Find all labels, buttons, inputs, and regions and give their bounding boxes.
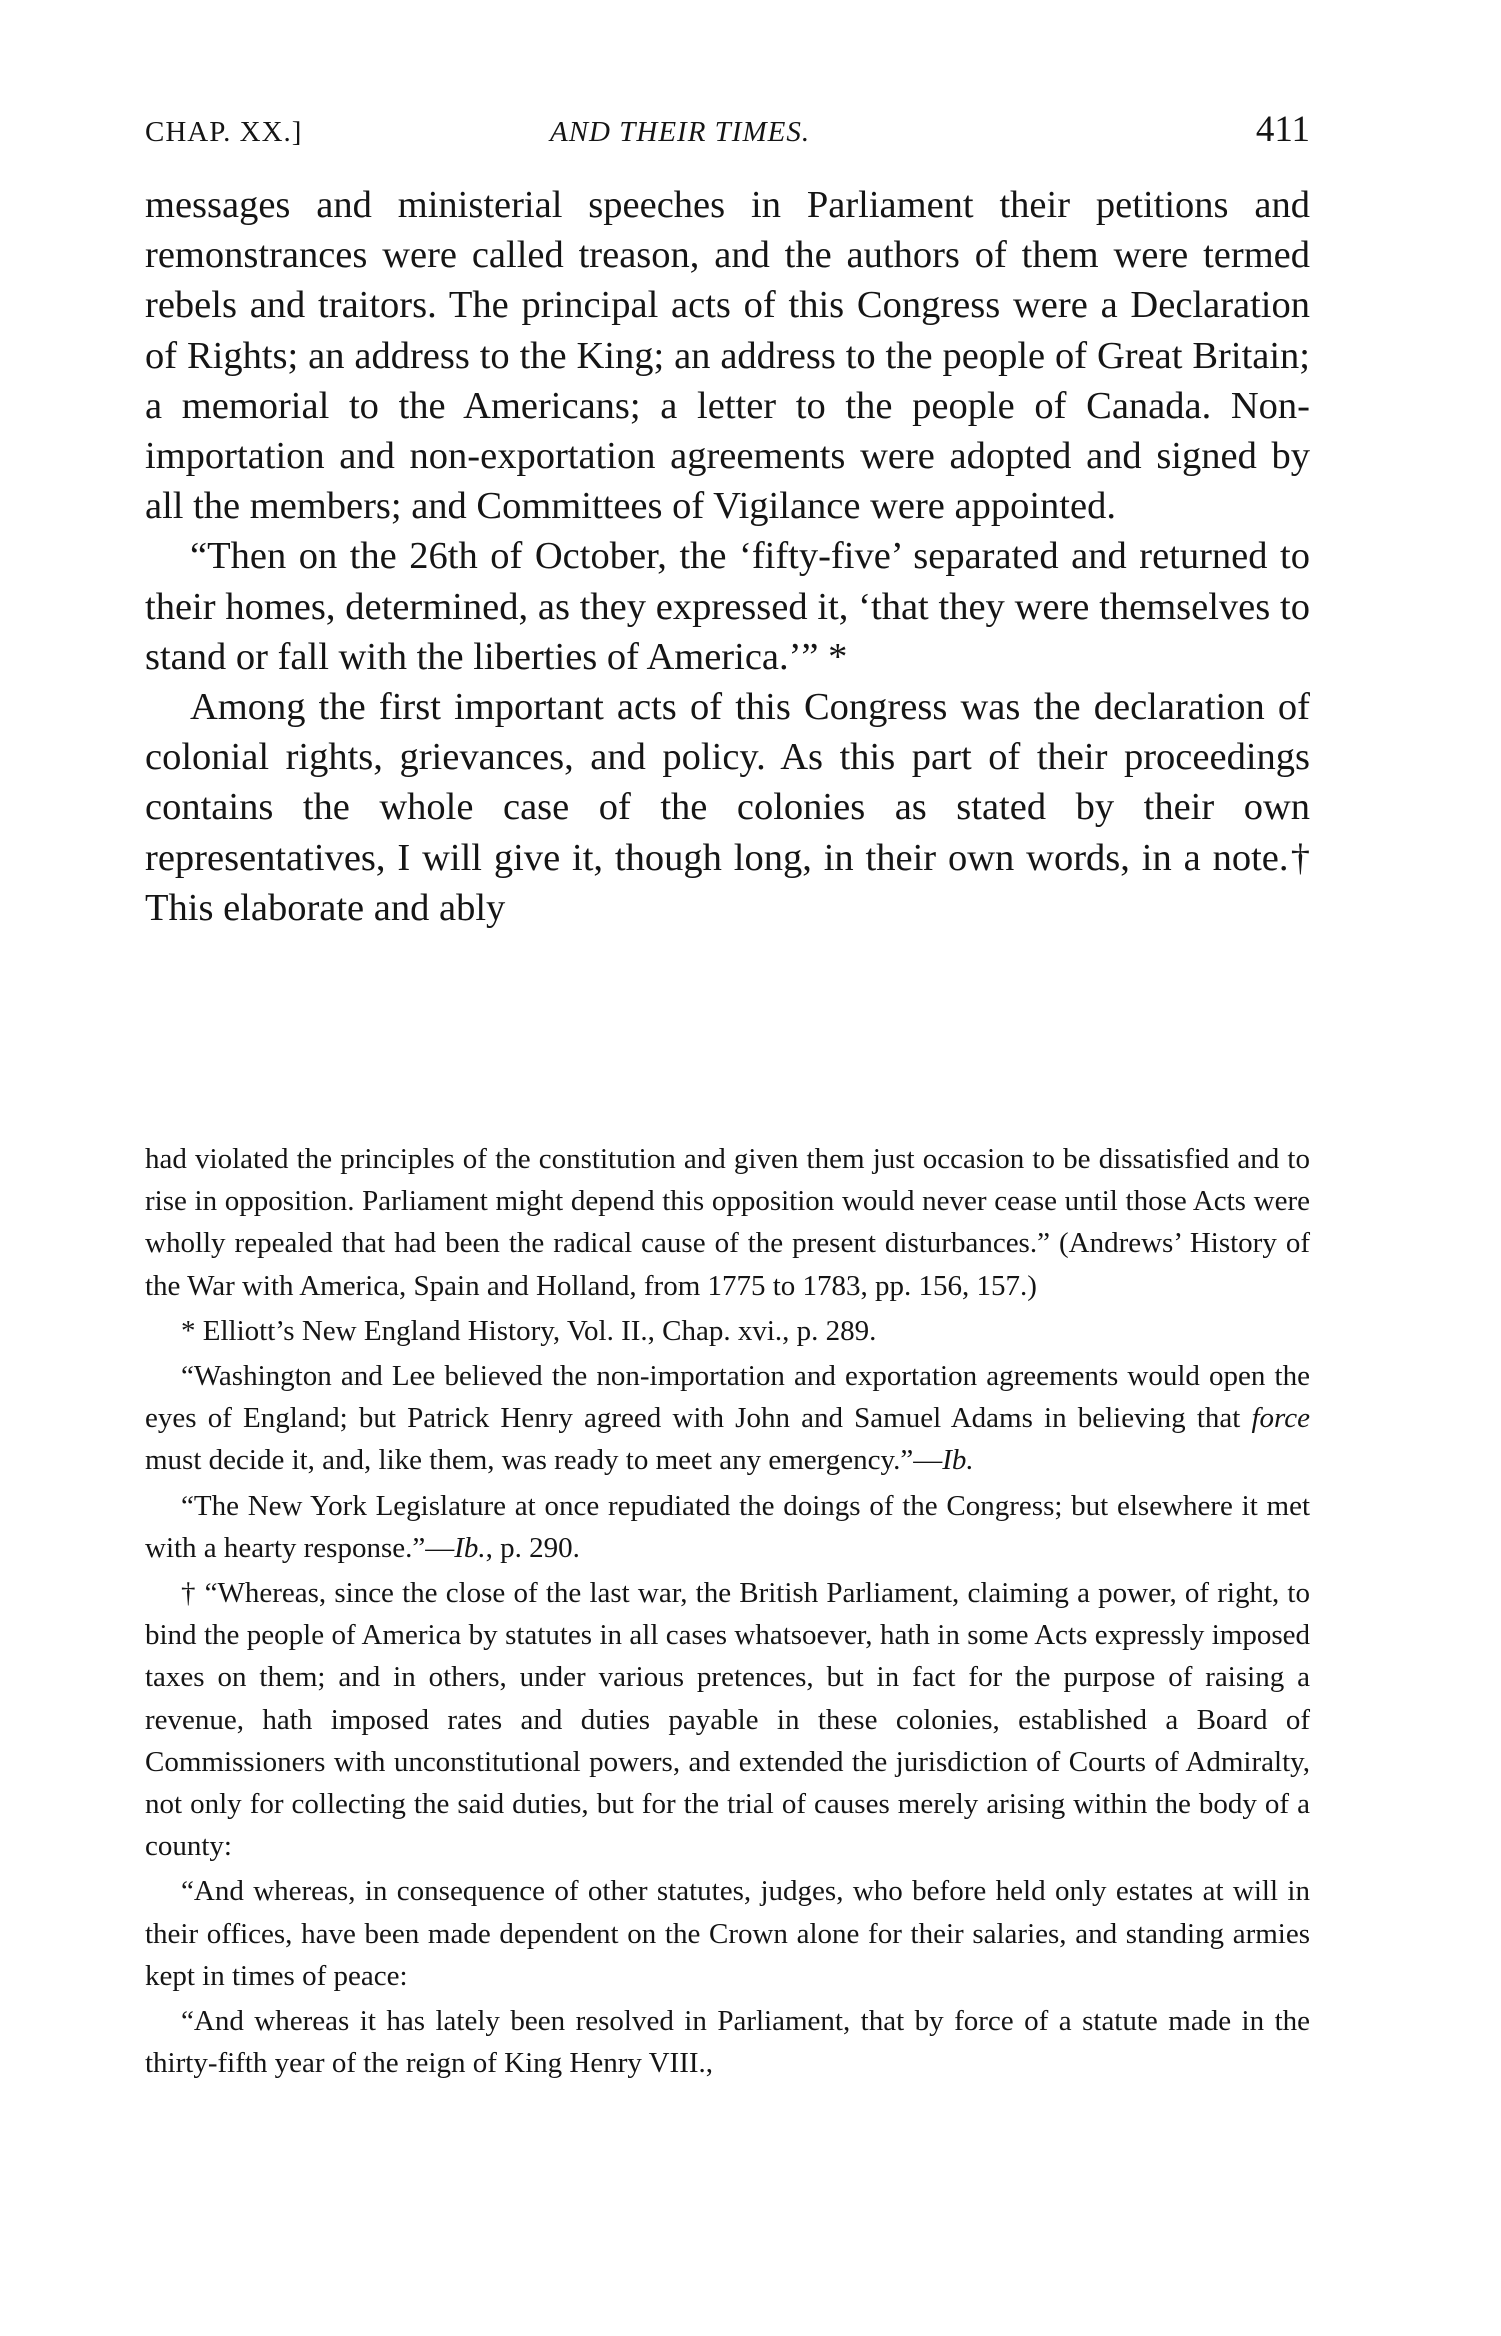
footnote-star: * Elliott’s New England History, Vol. II., Chap. xvi., p. 289.	[181, 1314, 877, 1347]
running-header	[145, 108, 1310, 158]
emphasis-text: force	[1251, 1402, 1311, 1435]
footnote-dagger: † “Whereas, since the close of the last war, the British Parliament, claiming a power, of right, to bind the people of America by statutes in all cases whatsoever, hath in some Acts expressly imposed taxes on them; and in others, under various pretences, but in fact for the purpose of raising a revenue, hath imposed rates and duties payable in these colonies, established a Board of Commissioners with unconstitutional powers, and extended the jurisdiction of Courts of Admiralty, not only for collecting the said duties, but for the trial of causes merely arising within the body of a county:	[145, 1577, 1310, 1863]
footnote-whereas-judges: “And whereas, in consequence of other statutes, judges, who before held only estates at will in their offices, have been made dependent on the Crown alone for their salaries, and standing armies kept in times of peace:	[145, 1875, 1310, 1992]
chapter-label: CHAP. XX.]	[145, 116, 303, 148]
main-text	[145, 180, 1310, 933]
running-title: AND THEIR TIMES.	[550, 116, 811, 148]
citation-ref: Ib.	[942, 1444, 974, 1477]
page-number: 411	[1255, 109, 1310, 150]
footnote-washington	[145, 1355, 1310, 1482]
body-paragraph: “Then on the 26th of October, the ‘fifty-five’ separated and returned to their homes, determined, as they expressed it, ‘that they were themselves to stand or fall with the liberties of America.’” *	[145, 535, 1310, 678]
footnote-text: “The New York Legislature at once repudiated the doings of the Congress; but elsewhere it met with a hearty response.”—	[145, 1489, 1310, 1564]
footnote-text: , p. 290.	[485, 1531, 580, 1564]
footnote-new-york	[145, 1485, 1310, 1569]
footnote-text: must decide it, and, like them, was ready to meet any emergency.”—	[145, 1444, 943, 1477]
body-paragraph: messages and ministerial speeches in Parliament their petitions and remonstrances were called treason, and the authors of them were termed rebels and traitors. The principal acts of this Congress were a Declaration of Rights; an address to the King; an address to the people of Great Britain; a memorial to the Americans; a letter to the people of Canada. Non-importation and non-exportation agreements were adopted and signed by all the members; and Committees of Vigilance were appointed.	[145, 184, 1310, 528]
body-paragraph: Among the first important acts of this Congress was the declaration of colonial rights, grievances, and policy. As this part of their proceedings contains the whole case of the colonies as stated by their own representatives, I will give it, though long, in their own words, in a note.† This elaborate and ably	[145, 686, 1310, 929]
footnote-text: “Washington and Lee believed the non-importation and exportation agreements would open the eyes of England; but Patrick Henry agreed with John and Samuel Adams in believing that	[145, 1360, 1310, 1435]
citation-ref: Ib.	[454, 1531, 486, 1564]
footnote-whereas-henry: “And whereas it has lately been resolved in Parliament, that by force of a statute made in the thirty-fifth year of the reign of King Henry VIII.,	[145, 2005, 1310, 2080]
footnotes	[145, 1138, 1310, 2084]
footnote-continued: had violated the principles of the constitution and given them just occasion to be dissatisfied and to rise in opposition. Parliament might depend this opposition would never cease until those Acts were wholly repealed that had been the radical cause of the present disturbances.” (Andrews’ History of the War with America, Spain and Holland, from 1775 to 1783, pp. 156, 157.)	[145, 1143, 1310, 1302]
